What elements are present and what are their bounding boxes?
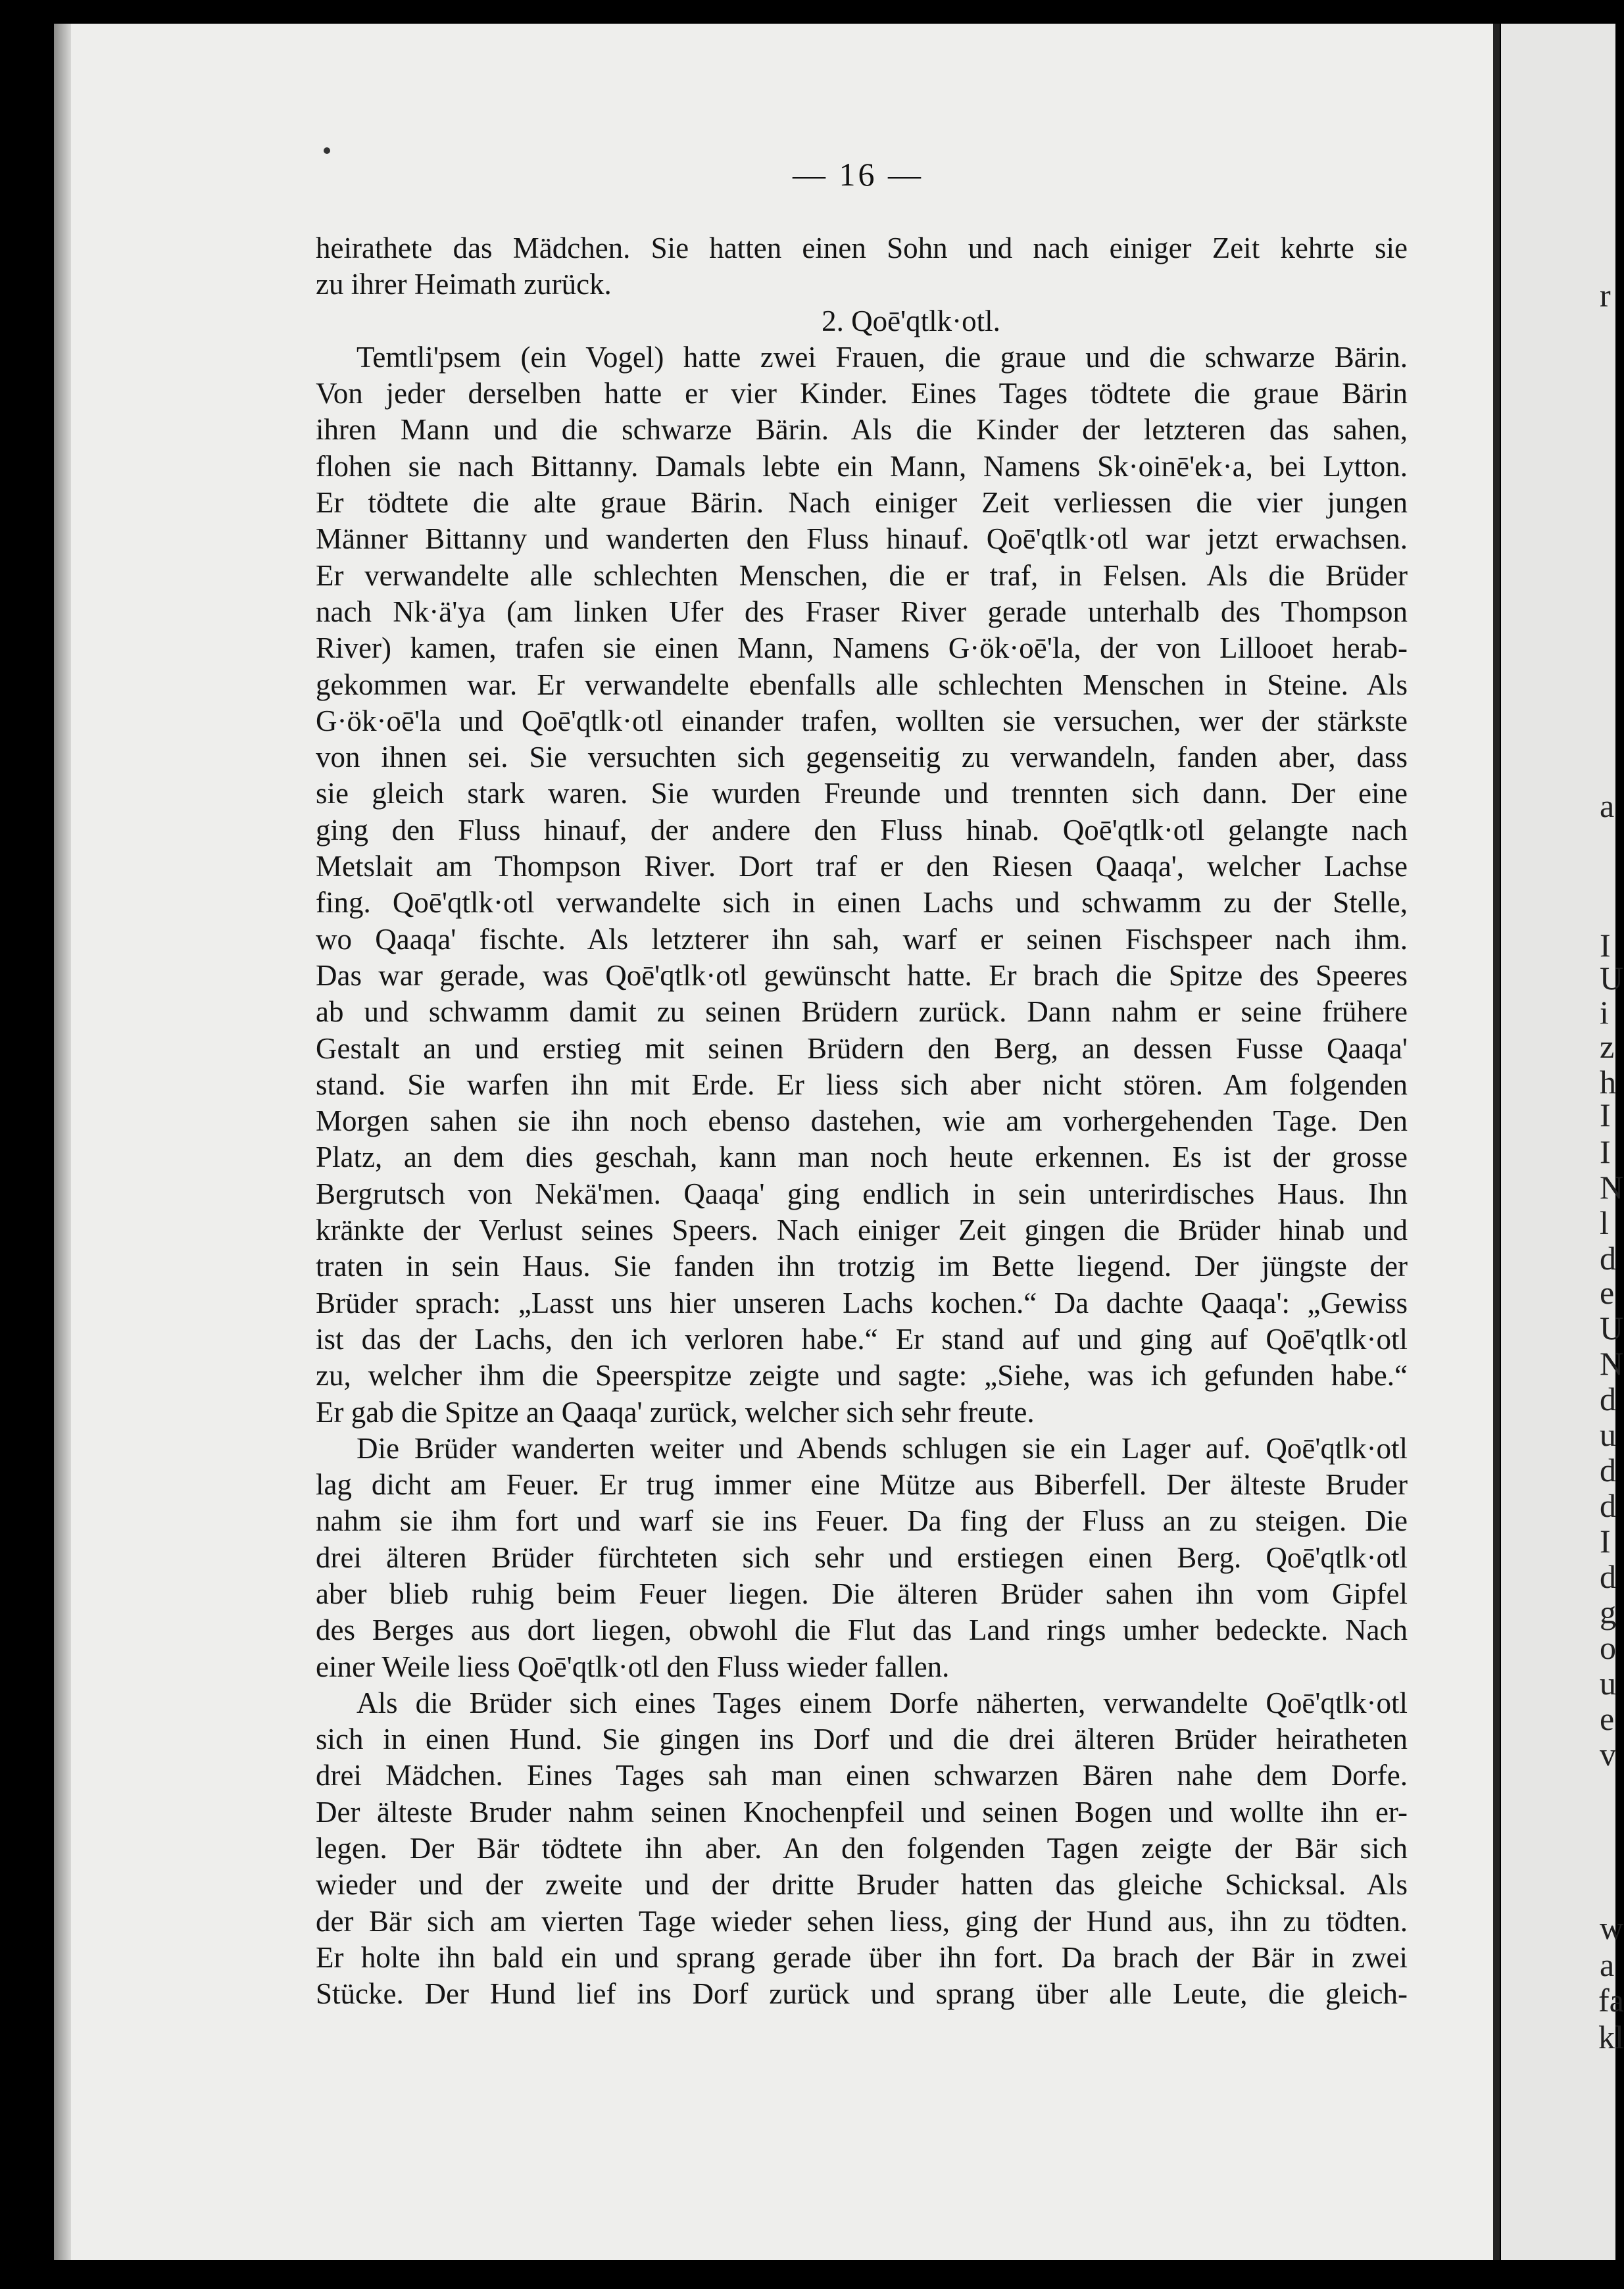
text-line: River) kamen, trafen sie einen Mann, Namens G·ök·oē'la, der von Lillooet herab- <box>316 631 1408 665</box>
text-line: der Bär sich am vierten Tage wieder sehen liess, ging der Hund aus, ihn zu tödten. <box>316 1904 1408 1938</box>
adjacent-page-letter: I <box>1600 1133 1611 1170</box>
text-line: Der älteste Bruder nahm seinen Knochenpfeil und seinen Bogen und wollte ihn er- <box>316 1795 1408 1829</box>
page-number: — 16 — <box>793 156 923 193</box>
text-line: Er tödtete die alte graue Bärin. Nach einiger Zeit verliessen die vier jungen <box>316 486 1408 520</box>
text-line: des Berges aus dort liegen, obwohl die Flut das Land rings umher bedeckte. Nach <box>316 1613 1408 1647</box>
adjacent-page-letter: d <box>1600 1558 1616 1595</box>
adjacent-page-letter: v <box>1600 1736 1616 1773</box>
adjacent-page-letter: d <box>1600 1381 1616 1417</box>
adjacent-page-letter: r <box>1600 277 1611 314</box>
adjacent-page-letter: e <box>1600 1274 1615 1311</box>
adjacent-page-letter: g <box>1600 1594 1616 1631</box>
text-line: stand. Sie warfen ihn mit Erde. Er liess sich aber nicht stören. Am folgenden <box>316 1068 1408 1101</box>
text-line: Als die Brüder sich eines Tages einem Dorfe näherten, verwandelte Qoē'qtlk·otl <box>357 1686 1408 1719</box>
text-line: ging den Fluss hinauf, der andere den Fluss hinab. Qoē'qtlk·otl gelangte nach <box>316 813 1408 847</box>
text-line: Gestalt an und erstieg mit seinen Brüdern den Berg, an dessen Fusse Qaaqa' <box>316 1031 1408 1065</box>
adjacent-page-letter: I <box>1600 1523 1611 1560</box>
body-text <box>316 230 1408 2013</box>
adjacent-page-letter: N <box>1600 1169 1624 1206</box>
page-edge-shadow <box>54 24 71 2260</box>
text-line: Er verwandelte alle schlechten Menschen, die er traf, in Felsen. Als die Brüder <box>316 558 1408 592</box>
text-line: sie gleich stark waren. Sie wurden Freunde und trennten sich dann. Der eine <box>316 777 1408 810</box>
adjacent-page-letter: u <box>1600 1416 1616 1453</box>
text-line: Stücke. Der Hund lief ins Dorf zurück und sprang über alle Leute, die gleich- <box>316 1977 1408 2011</box>
text-line: Das war gerade, was Qoē'qtlk·otl gewünscht hatte. Er brach die Spitze des Speeres <box>316 958 1408 992</box>
text-line: traten in sein Haus. Sie fanden ihn trotzig im Bette liegend. Der jüngste der <box>316 1250 1408 1283</box>
text-line: aber blieb ruhig beim Feuer liegen. Die älteren Brüder sahen ihn vom Gipfel <box>316 1577 1408 1610</box>
adjacent-page-letter: h <box>1600 1064 1616 1100</box>
text-line: wieder und der zweite und der dritte Bruder hatten das gleiche Schicksal. Als <box>316 1868 1408 1902</box>
adjacent-page-letter: I <box>1600 927 1611 964</box>
adjacent-page-letter: e <box>1600 1700 1615 1737</box>
text-line: ist das der Lachs, den ich verloren habe.“ Er stand auf und ging auf Qoē'qtlk·otl <box>316 1322 1408 1356</box>
adjacent-page <box>1501 24 1624 2260</box>
text-line: legen. Der Bär tödtete ihn aber. An den folgenden Tagen zeigte der Bär sich <box>316 1832 1408 1865</box>
adjacent-page-letter: z <box>1600 1028 1615 1065</box>
text-line: ab und schwamm damit zu seinen Brüdern zurück. Dann nahm er seine frühere <box>316 995 1408 1029</box>
text-line: von ihnen sei. Sie versuchten sich gegenseitig zu verwandeln, fanden aber, dass <box>316 741 1408 774</box>
text-line: Brüder sprach: „Lasst uns hier unseren Lachs kochen.“ Da dachte Qaaqa': „Gewiss <box>316 1286 1408 1319</box>
text-line: drei Mädchen. Eines Tages sah man einen schwarzen Bären nahe dem Dorfe. <box>316 1759 1408 1792</box>
text-line: lag dicht am Feuer. Er trug immer eine Mütze aus Biberfell. Der älteste Bruder <box>316 1468 1408 1502</box>
adjacent-page-letter: kl <box>1598 2019 1624 2055</box>
text-line: ihren Mann und die schwarze Bärin. Als die Kinder der letzteren das sahen, <box>316 413 1408 447</box>
section-title: 2. Qoē'qtlk·otl. <box>822 304 1000 337</box>
text-line: gekommen war. Er verwandelte ebenfalls alle schlechten Menschen in Steine. Als <box>316 668 1408 701</box>
text-line: Von jeder derselben hatte er vier Kinder. Eines Tages tödtete die graue Bärin <box>316 377 1408 410</box>
text-line: Morgen sahen sie ihn noch ebenso dastehen, wie am vorhergehenden Tage. Den <box>316 1104 1408 1138</box>
text-line: einer Weile liess Qoē'qtlk·otl den Fluss wieder fallen. <box>316 1650 950 1683</box>
adjacent-page-letter: d <box>1600 1487 1616 1524</box>
text-line: Er holte ihn bald ein und sprang gerade über ihn fort. Da brach der Bär in zwei <box>316 1940 1408 1974</box>
text-line: Er gab die Spitze an Qaaqa' zurück, welcher sich sehr freute. <box>316 1395 1035 1429</box>
text-line: Die Brüder wanderten weiter und Abends schlugen sie ein Lager auf. Qoē'qtlk·otl <box>357 1431 1408 1465</box>
ink-speck <box>324 147 330 154</box>
text-line: Bergrutsch von Nekä'men. Qaaqa' ging endlich in sein unterirdisches Haus. Ihn <box>316 1177 1408 1210</box>
adjacent-page-letter: U <box>1600 1310 1624 1346</box>
text-line: Männer Bittanny und wanderten den Fluss hinauf. Qoē'qtlk·otl war jetzt erwachsen. <box>316 522 1408 556</box>
adjacent-page-letter: l <box>1600 1204 1609 1241</box>
text-line: drei älteren Brüder fürchteten sich sehr und erstiegen einen Berg. Qoē'qtlk·otl <box>316 1540 1408 1574</box>
text-line: Temtli'psem (ein Vogel) hatte zwei Frauen, die graue und die schwarze Bärin. <box>357 340 1408 374</box>
text-line: nahm sie ihm fort und warf sie ins Feuer. Da fing der Fluss an zu steigen. Die <box>316 1504 1408 1538</box>
adjacent-page-letter: a <box>1600 1946 1615 1983</box>
text-line: wo Qaaqa' fischte. Als letzterer ihn sah, warf er seinen Fischspeer nach ihm. <box>316 922 1408 956</box>
page-gutter <box>1493 24 1500 2260</box>
text-line: zu, welcher ihm die Speerspitze zeigte und sagte: „Siehe, was ich gefunden habe.“ <box>316 1359 1408 1392</box>
text-line: flohen sie nach Bittanny. Damals lebte ein Mann, Namens Sk·oinē'ek·a, bei Lytton. <box>316 449 1408 483</box>
text-line: sich in einen Hund. Sie gingen ins Dorf und die drei älteren Brüder heiratheten <box>316 1723 1408 1756</box>
adjacent-page-letter: fa <box>1598 1982 1624 2019</box>
text-line: fing. Qoē'qtlk·otl verwandelte sich in einen Lachs und schwamm zu der Stelle, <box>316 886 1408 920</box>
adjacent-page-letter: U <box>1600 960 1624 997</box>
adjacent-page-letter: N <box>1600 1345 1624 1382</box>
adjacent-page-letter: I <box>1600 1096 1611 1133</box>
adjacent-page-letter: d <box>1600 1452 1616 1489</box>
adjacent-page-letter: o <box>1600 1629 1616 1666</box>
text-line: kränkte der Verlust seines Speers. Nach einiger Zeit gingen die Brüder hinab und <box>316 1214 1408 1247</box>
text-line: Metslait am Thompson River. Dort traf er den Riesen Qaaqa', welcher Lachse <box>316 850 1408 883</box>
text-line: nach Nk·ä'ya (am linken Ufer des Fraser River gerade unterhalb des Thompson <box>316 595 1408 628</box>
text-line: Platz, an dem dies geschah, kann man noch heute erkennen. Es ist der grosse <box>316 1141 1408 1174</box>
adjacent-page-letter: u <box>1600 1665 1616 1702</box>
text-line: G·ök·oē'la und Qoē'qtlk·otl einander trafen, wollten sie versuchen, wer der stärkste <box>316 704 1408 737</box>
adjacent-page-letter: d <box>1600 1240 1616 1277</box>
adjacent-page-letter: a <box>1600 787 1615 824</box>
text-line: zu ihrer Heimath zurück. <box>316 268 612 301</box>
adjacent-page-letter: i <box>1600 994 1609 1031</box>
text-line: heirathete das Mädchen. Sie hatten einen Sohn und nach einiger Zeit kehrte sie <box>316 232 1408 264</box>
adjacent-page-letter: w <box>1600 1909 1624 1946</box>
